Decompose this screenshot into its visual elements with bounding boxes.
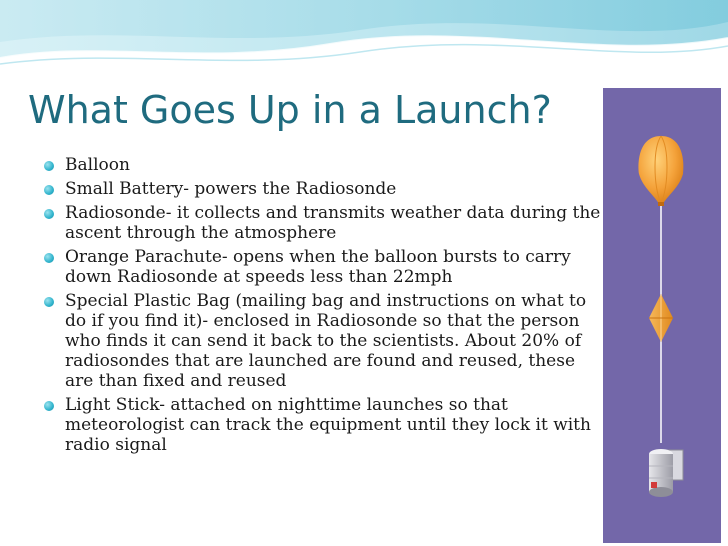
illustration-panel bbox=[603, 88, 721, 543]
list-item bbox=[44, 247, 604, 287]
bullet-icon bbox=[44, 161, 54, 171]
bullet-icon bbox=[44, 401, 54, 411]
list-item-text: Special Plastic Bag (mailing bag and instructions on what to do if you find it)- enclosed in Radiosonde so that the person who finds it can send it back to the scientists. About 20% of radiosondes that are launched are found and reused, these are than fixed and reused bbox=[65, 291, 587, 391]
bullet-list bbox=[44, 155, 604, 459]
bullet-icon bbox=[44, 185, 54, 195]
list-item-text: Small Battery- powers the Radiosonde bbox=[65, 179, 397, 199]
balloon-icon bbox=[639, 136, 684, 206]
list-item bbox=[44, 155, 604, 175]
header-wave-decoration bbox=[0, 0, 728, 78]
list-item-text: Light Stick- attached on nighttime launches so that meteorologist can track the equipment until they lock it with radio signal bbox=[65, 395, 591, 455]
list-item bbox=[44, 179, 604, 199]
launch-illustration bbox=[603, 88, 721, 543]
list-item-text: Orange Parachute- opens when the balloon bursts to carry down Radiosonde at speeds less than 22mph bbox=[65, 247, 571, 287]
slide-title: What Goes Up in a Launch? bbox=[28, 88, 552, 132]
bullet-icon bbox=[44, 297, 54, 307]
list-item bbox=[44, 395, 604, 455]
list-item bbox=[44, 203, 604, 243]
parachute-icon bbox=[649, 294, 673, 342]
radiosonde-icon bbox=[649, 449, 683, 497]
list-item-text: Radiosonde- it collects and transmits weather data during the ascent through the atmosphere bbox=[65, 203, 601, 243]
bullet-icon bbox=[44, 253, 54, 263]
list-item-text: Balloon bbox=[65, 155, 130, 175]
bullet-icon bbox=[44, 209, 54, 219]
list-item bbox=[44, 291, 604, 391]
